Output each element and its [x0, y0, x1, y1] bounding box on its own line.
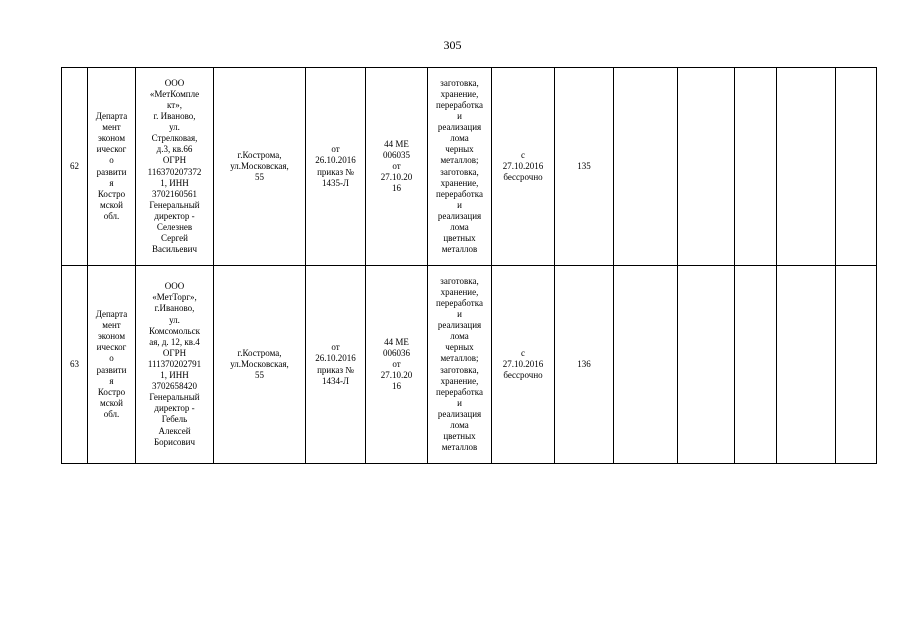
cell-line: мент	[102, 122, 121, 133]
cell-line: развити	[96, 364, 127, 375]
cell-line: ул.	[169, 122, 180, 133]
cell-line: Гебель	[161, 414, 188, 425]
cell-line: металлов;	[440, 155, 479, 166]
cell-line: 44 МЕ	[384, 336, 409, 347]
cell-line: реализация	[437, 122, 482, 133]
cell-line: «МетТорг»,	[152, 292, 197, 303]
address-cell	[214, 266, 306, 464]
cell-line: 006036	[383, 347, 410, 358]
cell-line: цветных	[443, 431, 476, 442]
cell-line: Селезнев	[156, 221, 193, 232]
cell-line: 1, ИНН	[160, 177, 189, 188]
organization-cell	[136, 68, 214, 266]
cell-line: развити	[96, 166, 127, 177]
activity-cell	[428, 266, 492, 464]
cell-line: лома	[450, 221, 469, 232]
license-cell	[366, 266, 428, 464]
cell-line: переработка	[436, 188, 483, 199]
register-table	[61, 67, 877, 464]
empty-cell	[836, 68, 877, 266]
cell-line: переработка	[436, 99, 483, 110]
cell-line: мской	[100, 397, 123, 408]
cell-line: бессрочно	[503, 370, 543, 381]
cell-line: с	[521, 347, 525, 358]
cell-line: 27.10.20	[380, 370, 413, 381]
cell-line: и	[457, 309, 462, 320]
cell-line: 27.10.20	[380, 172, 413, 183]
cell-line: мской	[100, 199, 123, 210]
cell-line: кт»,	[167, 99, 182, 110]
cell-line: реализация	[437, 210, 482, 221]
cell-line: от	[331, 144, 340, 155]
empty-cell	[836, 266, 877, 464]
cell-line: Костро	[97, 188, 126, 199]
cell-line: эконом	[97, 331, 126, 342]
license-cell	[366, 68, 428, 266]
cell-line: Генеральный	[149, 392, 200, 403]
empty-cell	[735, 68, 777, 266]
empty-cell	[678, 266, 735, 464]
cell-line: заготовка,	[440, 275, 479, 286]
cell-line: заготовка,	[440, 166, 479, 177]
cell-line: реализация	[437, 408, 482, 419]
cell-line: металлов;	[440, 353, 479, 364]
cell-line: 27.10.2016	[502, 160, 544, 171]
cell-line: 26.10.2016	[315, 353, 356, 364]
cell-line: ическог	[96, 342, 127, 353]
cell-line: Алексей	[158, 425, 191, 436]
cell-line: д.3, кв.66	[156, 144, 193, 155]
cell-line: ОГРН	[162, 155, 187, 166]
cell-line: 16	[392, 381, 401, 392]
cell-line: 1434-Л	[321, 375, 350, 386]
cell-line: обл.	[103, 408, 120, 419]
organization-cell	[136, 266, 214, 464]
cell-line: г.Иваново,	[154, 303, 195, 314]
empty-cell	[777, 68, 836, 266]
empty-cell	[614, 266, 678, 464]
cell-line: 006035	[383, 149, 410, 160]
cell-line: Сергей	[161, 233, 188, 244]
cell-line: 1435-Л	[321, 177, 350, 188]
cell-line: Васильевич	[152, 244, 197, 255]
cell-line: и	[457, 199, 462, 210]
order-cell	[306, 266, 366, 464]
cell-line: ул.Московская,	[230, 160, 289, 171]
cell-line: г.Кострома,	[237, 149, 282, 160]
cell-line: Департа	[95, 111, 128, 122]
cell-line: обл.	[103, 210, 120, 221]
empty-cell	[777, 266, 836, 464]
cell-line: заготовка,	[440, 77, 479, 88]
term-cell	[492, 266, 555, 464]
cell-line: о	[109, 353, 114, 364]
cell-line: я	[109, 177, 114, 188]
table-row	[62, 266, 877, 464]
cell-line: лома	[450, 331, 469, 342]
empty-cell	[735, 266, 777, 464]
cell-line: ул.Московская,	[230, 358, 289, 369]
cell-line: от	[392, 358, 401, 369]
cell-line: хранение,	[440, 177, 479, 188]
page-number: 305	[443, 38, 462, 52]
cell-line: 44 МЕ	[384, 138, 409, 149]
cell-line: хранение,	[440, 286, 479, 297]
cell-line: хранение,	[440, 88, 479, 99]
cell-line: о	[109, 155, 114, 166]
cell-line: Генеральный	[149, 199, 200, 210]
registry-number-cell: 136	[555, 266, 614, 464]
empty-cell	[614, 68, 678, 266]
cell-line: 27.10.2016	[502, 358, 544, 369]
cell-line: г.Кострома,	[237, 347, 282, 358]
cell-line: «МетКомпле	[149, 88, 200, 99]
cell-line: директор -	[154, 210, 195, 221]
cell-line: металлов	[441, 244, 478, 255]
cell-line: бессрочно	[503, 172, 543, 183]
registry-number-cell: 135	[555, 68, 614, 266]
cell-line: Комсомольск	[149, 325, 200, 336]
cell-line: черных	[445, 144, 474, 155]
row-number-cell: 63	[62, 266, 88, 464]
cell-line: ическог	[96, 144, 127, 155]
cell-line: металлов	[441, 442, 478, 453]
cell-line: лома	[450, 133, 469, 144]
order-cell	[306, 68, 366, 266]
cell-line: 55	[255, 172, 264, 183]
cell-line: от	[331, 342, 340, 353]
cell-line: ул.	[169, 314, 180, 325]
cell-line: приказ №	[317, 364, 354, 375]
cell-line: 16	[392, 183, 401, 194]
authority-cell	[88, 266, 136, 464]
address-cell	[214, 68, 306, 266]
cell-line: 111370202791	[147, 358, 202, 369]
cell-line: 1, ИНН	[160, 370, 189, 381]
cell-line: 3702658420	[152, 381, 197, 392]
activity-cell	[428, 68, 492, 266]
cell-line: г. Иваново,	[153, 111, 196, 122]
cell-line: и	[457, 111, 462, 122]
cell-line: ООО	[164, 281, 185, 292]
cell-line: реализация	[437, 320, 482, 331]
cell-line: от	[392, 160, 401, 171]
cell-line: мент	[102, 320, 121, 331]
cell-line: хранение,	[440, 375, 479, 386]
cell-line: приказ №	[317, 166, 354, 177]
row-number-cell: 62	[62, 68, 88, 266]
cell-line: 55	[255, 370, 264, 381]
cell-line: Стрелковая,	[151, 133, 198, 144]
cell-line: Костро	[97, 386, 126, 397]
cell-line: Борисович	[153, 436, 196, 447]
cell-line: переработка	[436, 297, 483, 308]
cell-line: я	[109, 375, 114, 386]
cell-line: черных	[445, 342, 474, 353]
cell-line: заготовка,	[440, 364, 479, 375]
table-body	[62, 68, 877, 464]
authority-cell	[88, 68, 136, 266]
empty-cell	[678, 68, 735, 266]
cell-line: 3702160561	[152, 188, 197, 199]
cell-line: и	[457, 397, 462, 408]
cell-line: 116370207372	[147, 166, 202, 177]
cell-line: директор -	[154, 403, 195, 414]
cell-line: лома	[450, 419, 469, 430]
table-row	[62, 68, 877, 266]
cell-line: Департа	[95, 309, 128, 320]
cell-line: цветных	[443, 233, 476, 244]
cell-line: эконом	[97, 133, 126, 144]
cell-line: переработка	[436, 386, 483, 397]
cell-line: ООО	[164, 77, 185, 88]
cell-line: с	[521, 149, 525, 160]
cell-line: 26.10.2016	[315, 155, 356, 166]
term-cell	[492, 68, 555, 266]
cell-line: ая, д. 12, кв.4	[149, 336, 200, 347]
cell-line: ОГРН	[162, 347, 187, 358]
